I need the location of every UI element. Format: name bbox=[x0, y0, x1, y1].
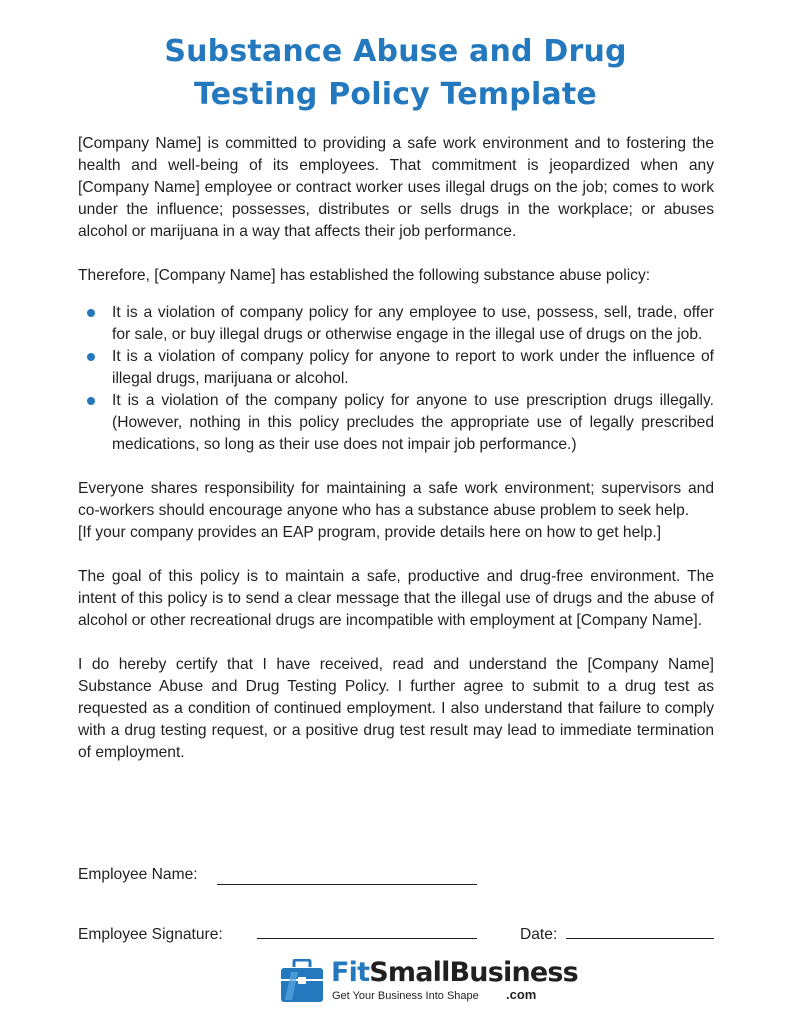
logo-tagline: Get Your Business Into Shape bbox=[332, 990, 479, 1002]
goal-paragraph: The goal of this policy is to maintain a safe, productive and drug-free environment. The intent of this policy is to send a clear message that the illegal use of drugs and the abuse of alcohol or other recreational drugs are incompatible with employment at [Company Name]. bbox=[78, 568, 714, 629]
logo-wordmark bbox=[331, 957, 578, 989]
bullet-icon bbox=[87, 309, 95, 317]
certify-paragraph: I do hereby certify that I have received, read and understand the [Company Name] Substance Abuse and Drug Testing Policy. I further agree to submit to a drug test as requested as a condition of continued employment. I also understand that failure to comply with a drug testing request, or a positive drug test result may lead to immediate termination of employment. bbox=[78, 656, 714, 761]
intro-paragraph: [Company Name] is committed to providing a safe work environment and to fostering the health and well-being of its employees. That commitment is jeopardized when any [Company Name] employee or contract worker uses illegal drugs on the job; comes to work under the influence; possesses, distributes or sells drugs in the workplace; or abuses alcohol or marijuana in a way that affects their job performance. bbox=[78, 135, 714, 240]
document-title bbox=[0, 30, 791, 116]
employee-name-label: Employee Name: bbox=[78, 866, 198, 883]
date-label: Date: bbox=[520, 926, 558, 943]
list-item-text: It is a violation of the company policy for anyone to use prescription drugs illegally. (However, nothing in this policy precludes the appropriate use of legally prescribed medications, so long as their use does not impair job performance.) bbox=[112, 392, 714, 453]
employee-signature-label: Employee Signature: bbox=[78, 926, 223, 943]
list-item-text: It is a violation of company policy for anyone to report to work under the influence of illegal drugs, marijuana or alcohol. bbox=[112, 348, 714, 387]
responsibility-paragraph: Everyone shares responsibility for maintaining a safe work environment; supervisors and co-workers should encourage anyone who has a substance abuse problem to seek help. bbox=[78, 480, 714, 519]
policy-list bbox=[78, 302, 714, 456]
employee-name-line[interactable] bbox=[217, 884, 477, 885]
therefore-paragraph: Therefore, [Company Name] has established the following substance abuse policy: bbox=[78, 267, 651, 284]
title-line-2: Testing Policy Template bbox=[194, 77, 597, 112]
employee-signature-line[interactable] bbox=[257, 938, 477, 939]
bullet-icon bbox=[87, 353, 95, 361]
date-line[interactable] bbox=[566, 938, 714, 939]
list-item-text: It is a violation of company policy for any employee to use, possess, sell, trade, offer for sale, or buy illegal drugs or otherwise engage in the illegal use of drugs on the job. bbox=[112, 304, 714, 343]
briefcase-icon bbox=[278, 959, 326, 1005]
eap-note: [If your company provides an EAP program, provide details here on how to get help.] bbox=[78, 524, 662, 541]
bullet-icon bbox=[87, 397, 95, 405]
list-item bbox=[78, 346, 714, 390]
logo-brand-smallbusiness: SmallBusiness bbox=[369, 957, 578, 988]
logo-dotcom: .com bbox=[506, 987, 537, 1002]
logo-brand-fit: Fit bbox=[331, 957, 370, 988]
list-item bbox=[78, 390, 714, 456]
list-item bbox=[78, 302, 714, 346]
title-line-1: Substance Abuse and Drug bbox=[164, 34, 627, 69]
policy-body bbox=[78, 133, 714, 764]
fitsmallbusiness-logo bbox=[278, 955, 578, 1010]
